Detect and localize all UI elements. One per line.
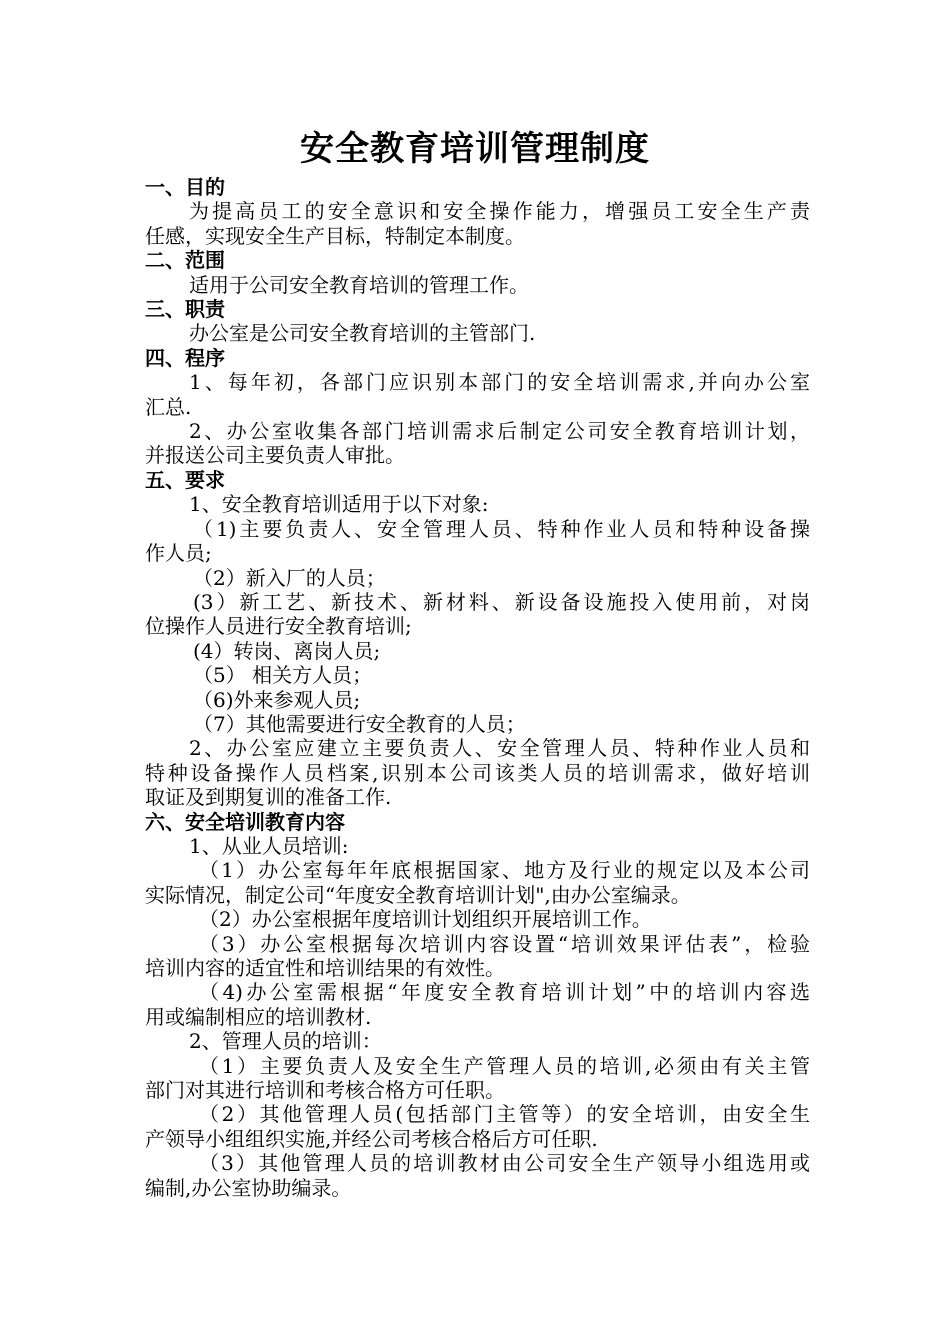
section-heading: 二、范围 <box>145 248 225 273</box>
list-item-line: （4)办公室需根据“年度安全教育培训计划”中的培训内容选 <box>199 980 810 1005</box>
list-item-line: （7）其他需要进行安全教育的人员； <box>193 711 526 736</box>
list-item-line: （1）主要负责人及安全生产管理人员的培训,必须由有关主管 <box>199 1053 810 1078</box>
paragraph-line: 任感，实现安全生产目标，特制定本制度。 <box>145 223 525 248</box>
list-item-line: 培训内容的适宜性和培训结果的有效性。 <box>145 956 505 980</box>
list-item-line: （6)外来参观人员; <box>193 687 361 712</box>
list-item-line: （3）办公室根据每次培训内容设置“培训效果评估表”，检验 <box>199 931 810 956</box>
list-item-line: （2）新入厂的人员； <box>193 565 386 590</box>
paragraph-line: 1、每年初，各部门应识别本部门的安全培训需求,并向办公室 <box>189 370 810 395</box>
paragraph-line: 并报送公司主要负责人审批。 <box>145 443 405 468</box>
list-item-line: （3）其他管理人员的培训教材由公司安全生产领导小组选用或 <box>199 1151 810 1176</box>
list-item-line: 位操作人员进行安全教育培训; <box>145 614 412 639</box>
list-item-line: (3）新工艺、新技术、新材料、新设备设施投入使用前，对岗 <box>193 589 810 614</box>
paragraph-line: 特种设备操作人员档案,识别本公司该类人员的培训需求，做好培训 <box>145 760 810 785</box>
list-item-line: （2）其他管理人员(包括部门主管等）的安全培训，由安全生 <box>199 1102 810 1127</box>
list-item-line: 实际情况，制定公司“年度安全教育培训计划",由办公室编录。 <box>145 882 691 907</box>
paragraph-line: 1、从业人员培训: <box>189 833 349 858</box>
list-item-line: (4）转岗、离岗人员; <box>193 638 381 663</box>
document-title: 安全教育培训管理制度 <box>300 129 650 169</box>
list-item-line: （1)主要负责人、安全管理人员、特种作业人员和特种设备操 <box>193 516 810 541</box>
list-item-line: 产领导小组组织实施,并经公司考核合格后方可任职. <box>145 1126 598 1151</box>
list-item-line: （2）办公室根据年度培训计划组织开展培训工作。 <box>199 907 652 932</box>
paragraph-line: 2、办公室收集各部门培训需求后制定公司安全教育培训计划， <box>189 419 810 444</box>
section-heading: 六、安全培训教育内容 <box>145 809 345 834</box>
paragraph-line: 汇总. <box>145 394 192 419</box>
paragraph-line: 2、管理人员的培训： <box>189 1029 382 1054</box>
paragraph-line: 1、安全教育培训适用于以下对象: <box>189 492 489 517</box>
paragraph-line: 为提高员工的安全意识和安全操作能力，增强员工安全生产责 <box>189 199 810 224</box>
list-item-line: 作人员; <box>145 541 212 566</box>
list-item-line: 编制,办公室协助编录。 <box>145 1175 352 1200</box>
list-item-line: （1）办公室每年年底根据国家、地方及行业的规定以及本公司 <box>199 858 810 883</box>
paragraph-line: 适用于公司安全教育培训的管理工作。 <box>189 272 529 297</box>
section-heading: 一、目的 <box>145 175 225 199</box>
section-heading: 三、职责 <box>145 297 225 322</box>
section-heading: 四、程序 <box>145 345 225 370</box>
paragraph-line: 2、办公室应建立主要负责人、安全管理人员、特种作业人员和 <box>189 736 810 761</box>
paragraph-line: 办公室是公司安全教育培训的主管部门. <box>189 321 536 346</box>
list-item-line: 部门对其进行培训和考核合格方可任职。 <box>145 1078 505 1103</box>
section-heading: 五、要求 <box>145 467 225 492</box>
list-item-line: 用或编制相应的培训教材. <box>145 1004 372 1029</box>
document-body <box>145 175 810 1200</box>
list-item-line: （5） 相关方人员； <box>193 663 373 688</box>
paragraph-line: 取证及到期复训的准备工作. <box>145 785 392 810</box>
